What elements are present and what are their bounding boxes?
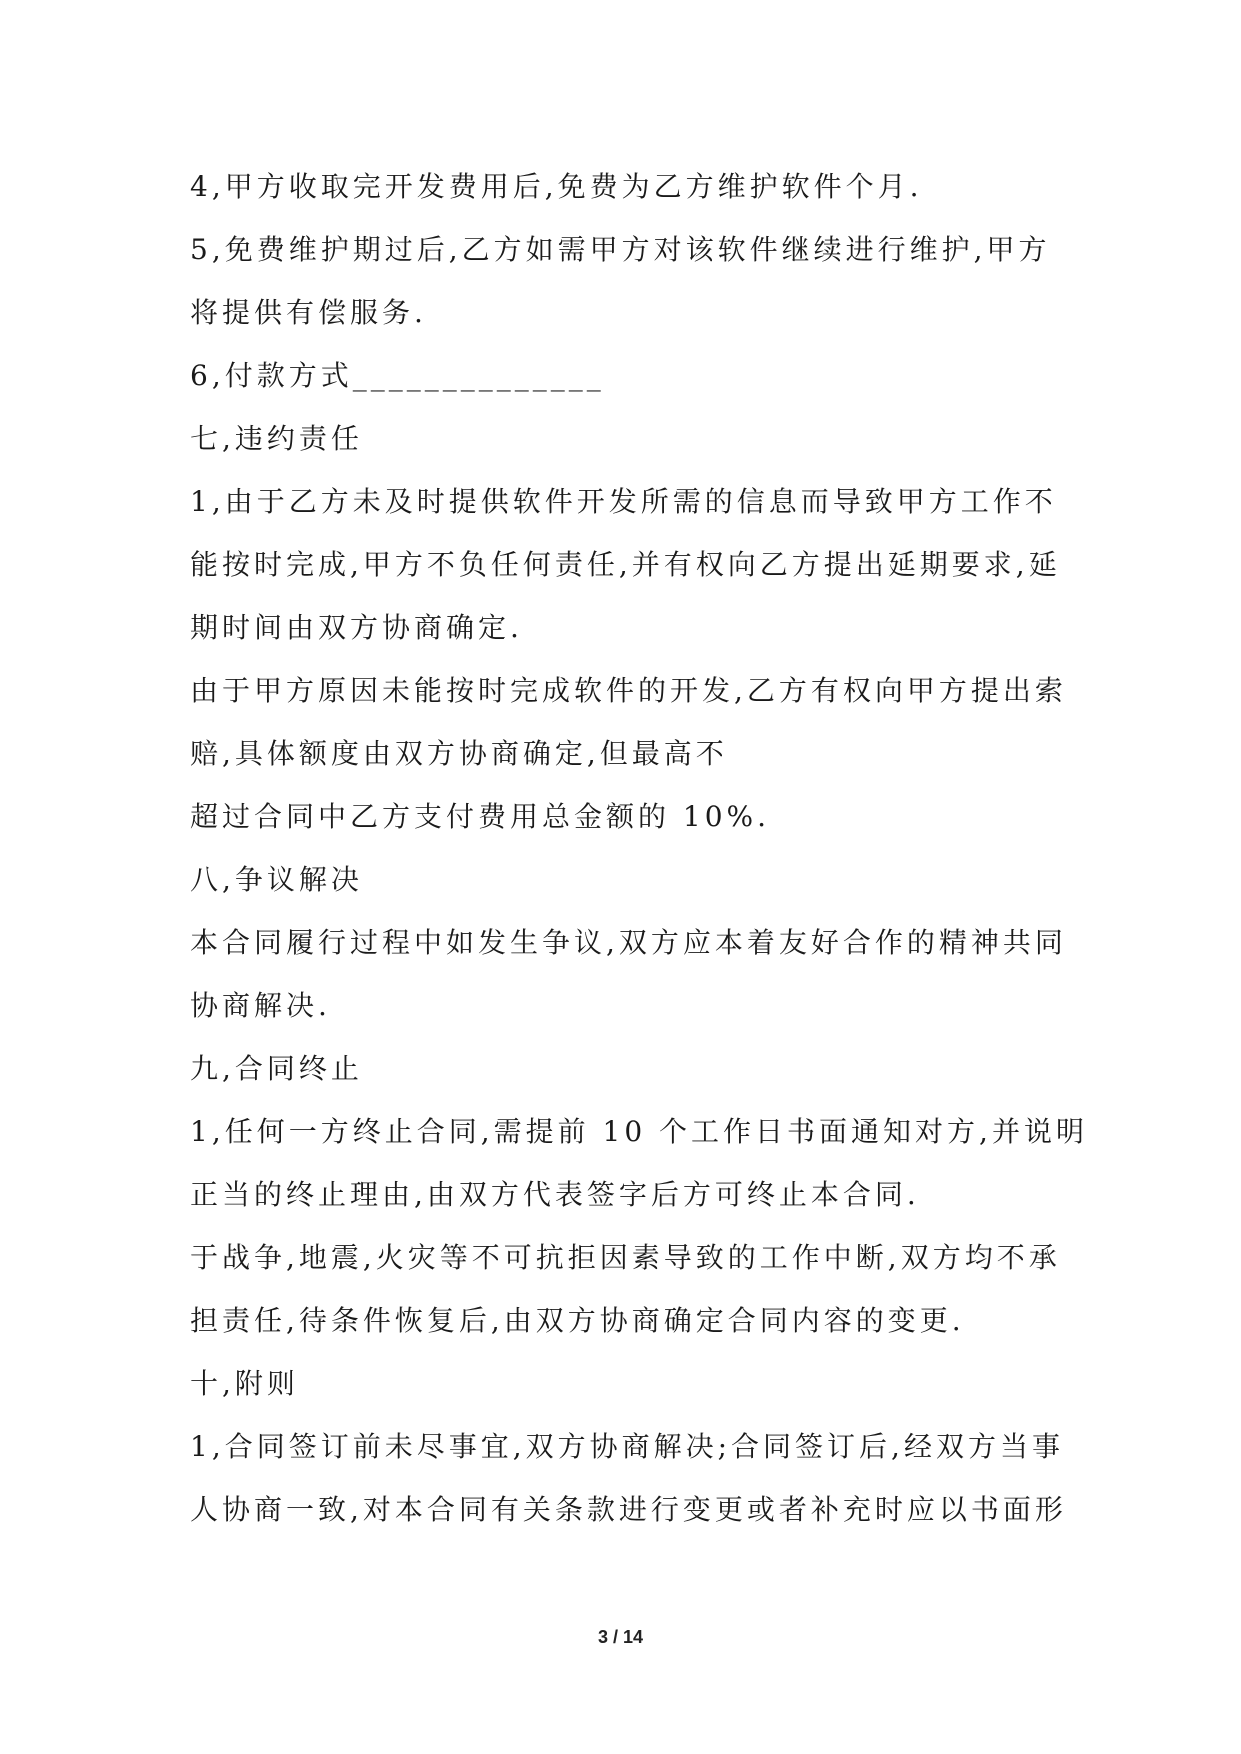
text-line: 4,甲方收取完开发费用后,免费为乙方维护软件个月. (190, 170, 923, 203)
text-line: 担责任,待条件恢复后,由双方协商确定合同内容的变更. (190, 1304, 965, 1337)
text-line: 期时间由双方协商确定. (190, 611, 523, 644)
text-line: 能按时完成,甲方不负任何责任,并有权向乙方提出延期要求,延 (190, 548, 1061, 581)
text-line: 协商解决. (190, 989, 331, 1022)
text-line: 超过合同中乙方支付费用总金额的 10%. (190, 800, 771, 833)
text-line: 赔,具体额度由双方协商确定,但最高不 (190, 737, 728, 770)
section-heading: 八,争议解决 (190, 863, 363, 896)
text-line: 1,任何一方终止合同,需提前 10 个工作日书面通知对方,并说明 (190, 1115, 1088, 1148)
text-line: 将提供有偿服务. (190, 296, 427, 329)
section-heading: 九,合同终止 (190, 1052, 363, 1085)
text-line: 1,合同签订前未尽事宜,双方协商解决;合同签订后,经双方当事 (190, 1430, 1064, 1463)
text-line: 本合同履行过程中如发生争议,双方应本着友好合作的精神共同 (190, 926, 1067, 959)
text-line: 1,由于乙方未及时提供软件开发所需的信息而导致甲方工作不 (190, 485, 1057, 518)
text-line: 6,付款方式______________ (190, 359, 605, 392)
text-line: 由于甲方原因未能按时完成软件的开发,乙方有权向甲方提出索 (190, 674, 1067, 707)
section-heading: 十,附则 (190, 1367, 299, 1400)
text-line: 正当的终止理由,由双方代表签字后方可终止本合同. (190, 1178, 920, 1211)
text-line: 5,免费维护期过后,乙方如需甲方对该软件继续进行维护,甲方 (190, 233, 1051, 266)
page-number: 3 / 14 (597, 1627, 644, 1647)
section-heading: 七,违约责任 (190, 422, 363, 455)
text-line: 于战争,地震,火灾等不可抗拒因素导致的工作中断,双方均不承 (190, 1241, 1061, 1274)
text-line: 人协商一致,对本合同有关条款进行变更或者补充时应以书面形 (190, 1493, 1067, 1526)
